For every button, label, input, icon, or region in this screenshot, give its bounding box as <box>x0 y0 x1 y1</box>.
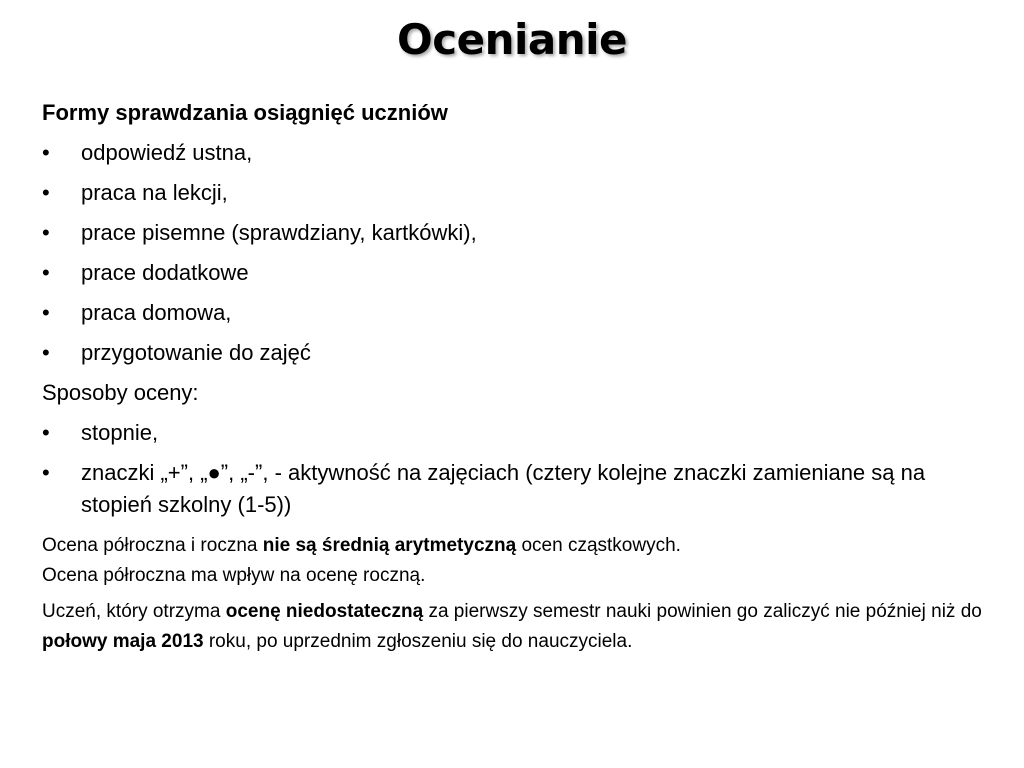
list-item-text: stopnie, <box>81 420 159 445</box>
list-item <box>42 333 992 373</box>
note-emphasis: ocenę niedostateczną <box>225 601 424 622</box>
note-text: Ocena półroczna i roczna <box>42 535 263 556</box>
note-average <box>42 531 992 591</box>
forms-list <box>42 133 992 373</box>
list-item <box>42 293 992 333</box>
section-heading-grading: Sposoby oceny: <box>42 380 199 405</box>
slide-content <box>42 93 992 657</box>
bullet-icon: • <box>42 340 50 365</box>
bullet-icon: • <box>42 180 50 205</box>
list-item <box>42 253 992 293</box>
note-text: ocen cząstkowych. <box>516 535 681 556</box>
bullet-icon: • <box>42 300 50 325</box>
bullet-icon: • <box>42 420 50 445</box>
slide-title: Ocenianie <box>396 15 627 64</box>
list-item <box>42 213 992 253</box>
bullet-icon: • <box>42 460 50 485</box>
note-text: za pierwszy semestr nauki powinien go zaliczyć nie później niż do <box>423 601 982 622</box>
section-heading-forms: Formy sprawdzania osiągnięć uczniów <box>42 100 448 125</box>
grading-list <box>42 413 992 525</box>
list-item <box>42 173 992 213</box>
note-text: roku, po uprzednim zgłoszeniu się do nauczyciela. <box>203 631 633 652</box>
list-item-text: praca domowa, <box>81 300 232 325</box>
list-item-text: znaczki „+”, „●”, „-”, - aktywność na zajęciach (cztery kolejne znaczki zamieniane są na stopień szkolny (1-5)) <box>81 460 926 517</box>
list-item <box>42 133 992 173</box>
list-item <box>42 453 992 525</box>
list-item-text: przygotowanie do zajęć <box>81 340 311 365</box>
bullet-icon: • <box>42 140 50 165</box>
bullet-icon: • <box>42 260 50 285</box>
list-item-text: odpowiedź ustna, <box>81 140 253 165</box>
note-emphasis: połowy maja 2013 <box>42 631 204 652</box>
note-text: Ocena półroczna ma wpływ na ocenę roczną. <box>42 565 426 586</box>
list-item-text: prace pisemne (sprawdziany, kartkówki), <box>81 220 477 245</box>
bullet-icon: • <box>42 220 50 245</box>
note-emphasis: nie są średnią arytmetyczną <box>262 535 517 556</box>
note-text: Uczeń, który otrzyma <box>42 601 226 622</box>
list-item <box>42 413 992 453</box>
list-item-text: praca na lekcji, <box>81 180 228 205</box>
note-failing-grade <box>42 597 992 657</box>
list-item-text: prace dodatkowe <box>81 260 249 285</box>
